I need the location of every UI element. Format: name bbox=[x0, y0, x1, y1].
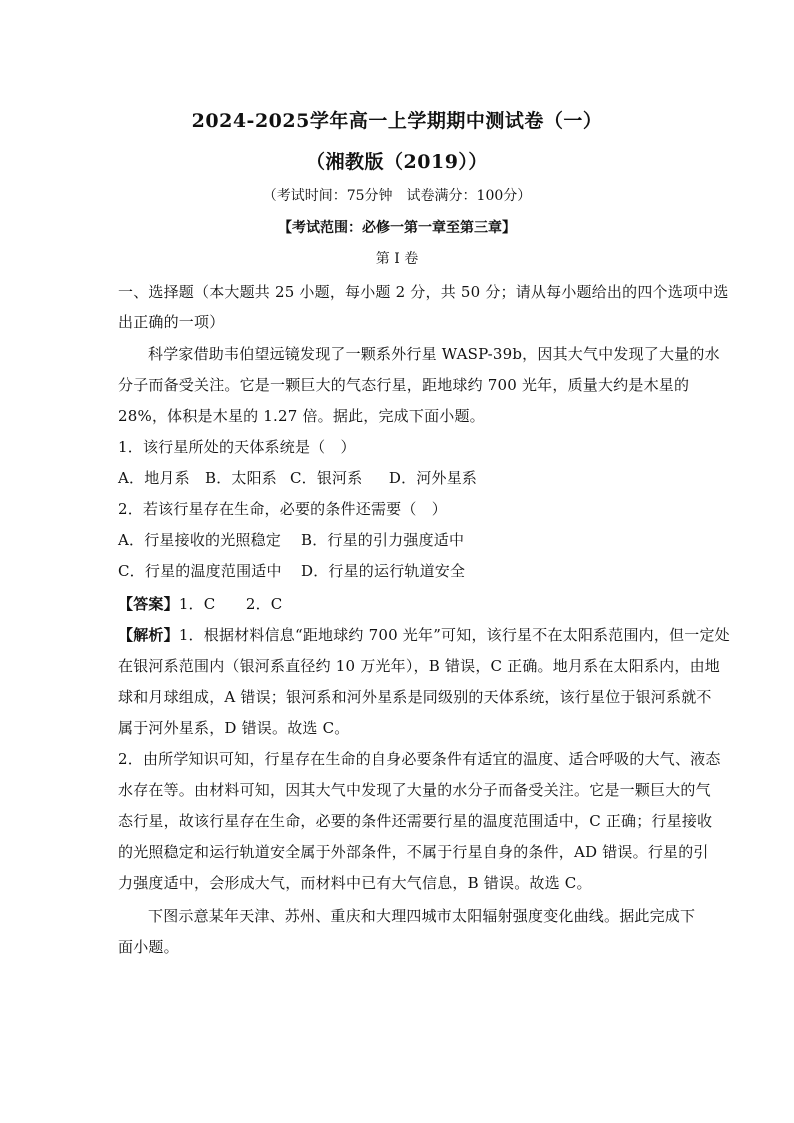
volume-label: 第 I 卷 bbox=[375, 251, 419, 267]
analysis-line3: 球和月球组成，A 错误；银河系和河外星系是同级别的天体系统，该行星位于银河系就不 bbox=[118, 688, 712, 706]
question-1-stem: 1．该行星所处的天体系统是（ ） bbox=[118, 438, 356, 456]
answer-label: 【答案】 bbox=[118, 595, 179, 613]
q2-option-c: C．行星的温度范围适中 bbox=[118, 562, 282, 580]
material2-line1: 下图示意某年天津、苏州、重庆和大理四城市太阳辐射强度变化曲线。据此完成下 bbox=[148, 907, 696, 925]
analysis-line1 bbox=[118, 624, 730, 645]
material2-line2: 面小题。 bbox=[118, 938, 179, 956]
q1-option-b: B．太阳系 bbox=[204, 469, 277, 487]
material1-line3: 28%，体积是木星的 1.27 倍。据此，完成下面小题。 bbox=[118, 407, 485, 425]
answer-line bbox=[118, 593, 678, 614]
analysis-line6: 水存在等。由材料可知，因其大气中发现了大量的水分子而备受关注。它是一颗巨大的气 bbox=[118, 781, 711, 799]
question-1-options bbox=[118, 467, 678, 488]
exam-scope: 【考试范围：必修一第一章至第三章】 bbox=[278, 220, 516, 236]
analysis-line9: 力强度适中，会形成大气，而材料中已有大气信息，B 错误。故选 C。 bbox=[118, 874, 592, 892]
answer-text: 1．C 2．C bbox=[178, 595, 283, 613]
analysis-line7: 态行星，故该行星存在生命，必要的条件还需要行星的温度范围适中，C 正确；行星接收 bbox=[118, 812, 713, 830]
analysis-label: 【解析】 bbox=[118, 626, 179, 644]
material1-line2: 分子而备受关注。它是一颗巨大的气态行星，距地球约 700 光年，质量大约是木星的 bbox=[118, 376, 690, 394]
q1-option-d: D．河外星系 bbox=[388, 469, 478, 487]
exam-title: 2024-2025学年高一上学期期中测试卷（一） bbox=[191, 110, 603, 132]
question-2-options-row2 bbox=[118, 560, 678, 581]
section-heading-line2: 出正确的一项） bbox=[118, 313, 225, 331]
q1-option-c: C．银河系 bbox=[289, 469, 363, 487]
analysis-line4: 属于河外星系，D 错误。故选 C。 bbox=[118, 719, 350, 737]
analysis-text-1: 1．根据材料信息“距地球约 700 光年”可知，该行星不在太阳系范围内，但一定处 bbox=[178, 626, 730, 644]
analysis-line2: 在银河系范围内（银河系直径约 10 万光年），B 错误，C 正确。地月系在太阳系内，由地 bbox=[118, 657, 720, 675]
q2-option-a: A．行星接收的光照稳定 bbox=[118, 531, 282, 549]
exam-info: （考试时间：75分钟 试卷满分：100分） bbox=[262, 188, 532, 204]
exam-subtitle: （湘教版（2019）） bbox=[306, 151, 488, 173]
analysis-line8: 的光照稳定和运行轨道安全属于外部条件，不属于行星自身的条件，AD 错误。行星的引 bbox=[118, 843, 709, 861]
q1-option-a: A．地月系 bbox=[118, 469, 190, 487]
q2-option-b: B．行星的引力强度适中 bbox=[300, 531, 465, 549]
question-2-stem: 2．若该行星存在生命，必要的条件还需要（ ） bbox=[118, 500, 447, 518]
analysis-line5: 2．由所学知识可知，行星存在生命的自身必要条件有适宜的温度、适合呼吸的大气、液态 bbox=[118, 750, 721, 768]
material1-line1: 科学家借助韦伯望远镜发现了一颗系外行星 WASP-39b，因其大气中发现了大量的水 bbox=[148, 345, 720, 363]
question-2-options-row1 bbox=[118, 529, 678, 550]
section-heading-line1: 一、选择题（本大题共 25 小题，每小题 2 分，共 50 分；请从每小题给出的四个选项中选 bbox=[118, 283, 729, 301]
q2-option-d: D．行星的运行轨道安全 bbox=[300, 562, 466, 580]
